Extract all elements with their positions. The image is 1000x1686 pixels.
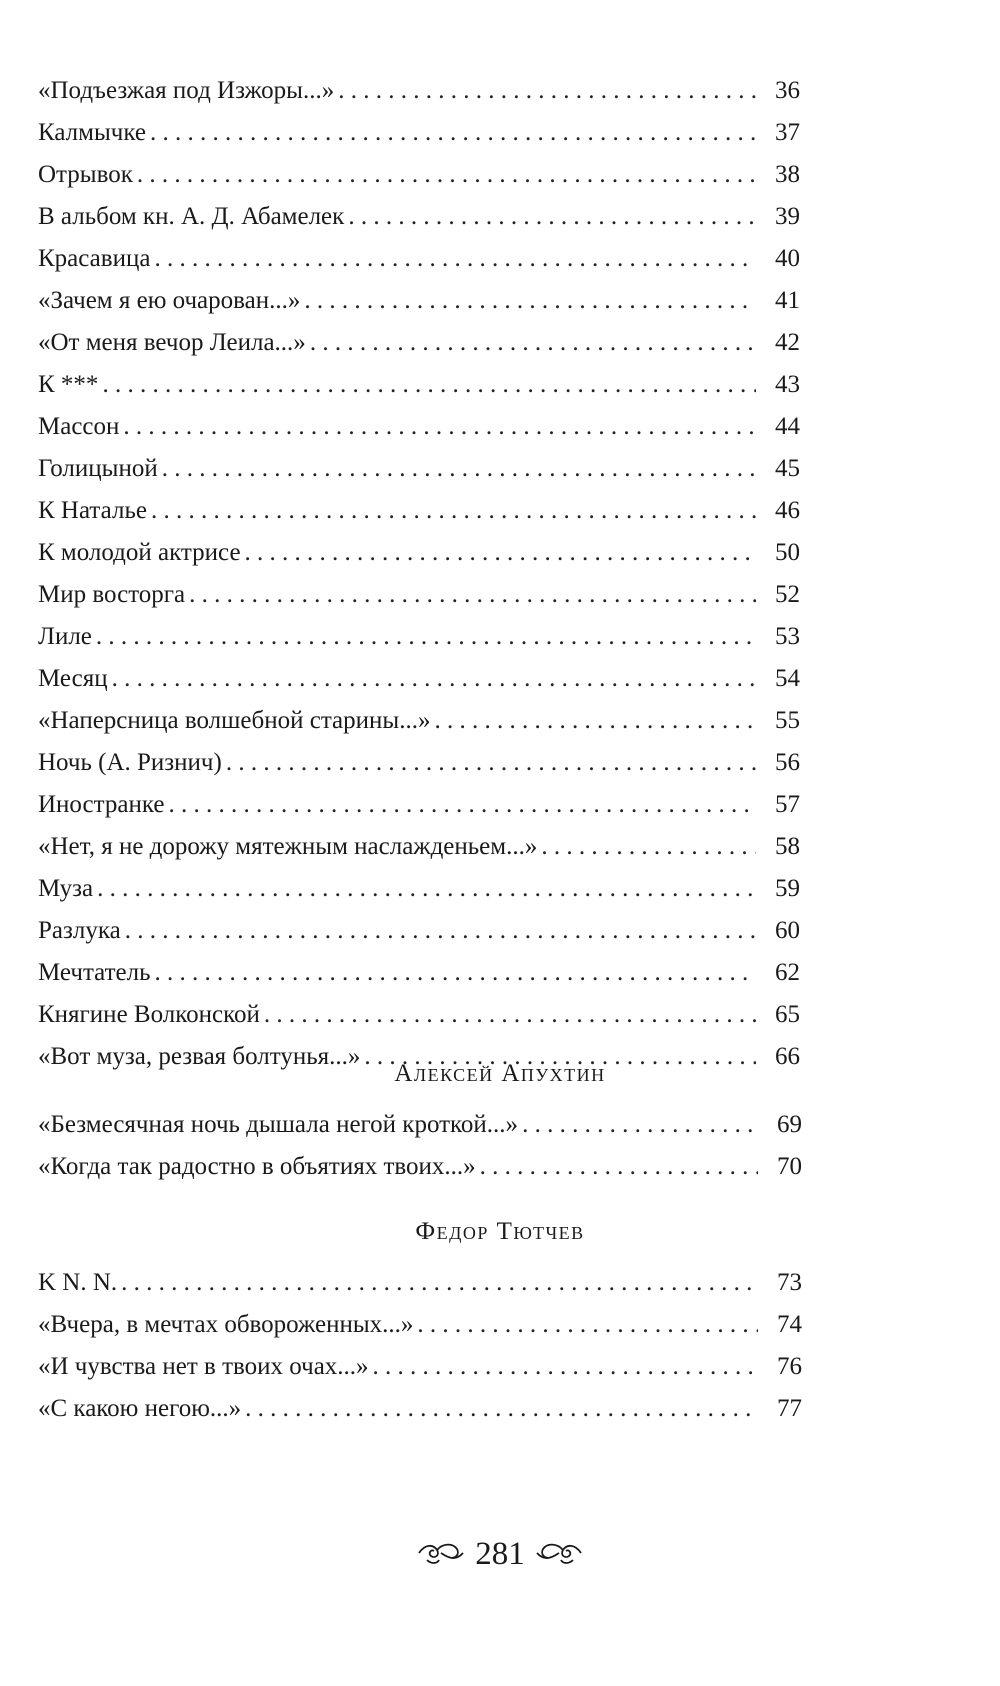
- ornament-right-icon: [535, 1538, 583, 1575]
- toc-entry: [38, 952, 800, 994]
- toc-leader-dots: [245, 532, 756, 574]
- toc-entry-title: «Зачем я ею очарован...»: [38, 287, 301, 314]
- toc-entry-page: 69: [777, 1111, 802, 1138]
- toc-entry: [38, 406, 800, 448]
- toc-leader-dots: [522, 1104, 758, 1146]
- toc-entry-page: 56: [775, 749, 800, 776]
- toc-entry: [38, 532, 800, 574]
- toc-entry-page: 38: [775, 161, 800, 188]
- toc-leader-dots: [112, 658, 756, 700]
- toc-entry-page: 66: [775, 1043, 800, 1070]
- toc-entry-title: Лиле: [38, 623, 92, 650]
- toc-leader-dots: [121, 1262, 758, 1304]
- toc-leader-dots: [137, 154, 756, 196]
- toc-entry: [38, 70, 800, 112]
- toc-entry-page: 57: [775, 791, 800, 818]
- toc-entry-title: Месяц: [38, 665, 108, 692]
- toc-entry-page: 59: [775, 875, 800, 902]
- toc-leader-dots: [154, 238, 756, 280]
- toc-leader-dots: [434, 700, 756, 742]
- toc-entry-page: 50: [775, 539, 800, 566]
- toc-entry: [38, 154, 800, 196]
- toc-entry-title: Разлука: [38, 917, 121, 944]
- toc-entry: [38, 1104, 802, 1146]
- toc-entry-title: «Когда так радостно в объятиях твоих...»: [38, 1153, 476, 1180]
- toc-entry: [38, 1146, 802, 1188]
- toc-entry-title: Мир восторга: [38, 581, 186, 608]
- ornament-left-icon: [417, 1538, 465, 1575]
- toc-entry-title: «Наперсница волшебной старины...»: [38, 707, 431, 734]
- toc-entry-title: «Вот муза, резвая болтунья...»: [38, 1043, 361, 1070]
- toc-leader-dots: [97, 868, 756, 910]
- toc-entry-title: Массон: [38, 413, 120, 440]
- toc-entry-page: 76: [777, 1353, 802, 1380]
- toc-entry-title: Ночь (А. Ризнич): [38, 749, 222, 776]
- toc-leader-dots: [417, 1304, 758, 1346]
- toc-leader-dots: [162, 448, 756, 490]
- toc-leader-dots: [373, 1346, 758, 1388]
- toc-entry-title: Муза: [38, 875, 94, 902]
- toc-entry: [38, 322, 800, 364]
- toc-entry-page: 37: [775, 119, 800, 146]
- toc-entry-page: 40: [775, 245, 800, 272]
- toc-entry-page: 70: [777, 1153, 802, 1180]
- toc-leader-dots: [264, 994, 756, 1036]
- author-heading-apukhtin: Алексей Апухтин: [394, 1060, 606, 1087]
- toc-entry-page: 46: [775, 497, 800, 524]
- toc-entry: [38, 1346, 802, 1388]
- toc-entry-page: 54: [775, 665, 800, 692]
- page-footer: [0, 1536, 1000, 1575]
- toc-section-tyutchev: [0, 1262, 1000, 1430]
- toc-entry-title: К молодой актрисе: [38, 539, 241, 566]
- toc-entry-page: 55: [775, 707, 800, 734]
- toc-entry: [38, 574, 800, 616]
- toc-entry: [38, 490, 800, 532]
- toc-entry: [38, 1304, 802, 1346]
- toc-entry-title: «И чувства нет в твоих очах...»: [38, 1353, 369, 1380]
- toc-leader-dots: [245, 1388, 758, 1430]
- toc-entry-page: 77: [777, 1395, 802, 1422]
- toc-leader-dots: [541, 826, 756, 868]
- toc-entry-page: 44: [775, 413, 800, 440]
- toc-entry-title: «Вчера, в мечтах обвороженных...»: [38, 1311, 414, 1338]
- toc-entry-title: «Нет, я не дорожу мятежным наслажденьем...»: [38, 833, 538, 860]
- toc-leader-dots: [226, 742, 756, 784]
- toc-entry: [38, 238, 800, 280]
- toc-leader-dots: [348, 196, 756, 238]
- toc-entry-title: «С какою негою...»: [38, 1395, 242, 1422]
- toc-entry-title: «От меня вечор Леила...»: [38, 329, 306, 356]
- toc-entry-title: К Наталье: [38, 497, 147, 524]
- toc-entry-page: 41: [775, 287, 800, 314]
- toc-entry-title: Красавица: [38, 245, 151, 272]
- toc-entry: [38, 616, 800, 658]
- toc-leader-dots: [310, 322, 756, 364]
- toc-leader-dots: [123, 406, 756, 448]
- toc-entry-page: 39: [775, 203, 800, 230]
- toc-entry: [38, 742, 800, 784]
- toc-entry: [38, 280, 800, 322]
- toc-leader-dots: [125, 910, 756, 952]
- toc-leader-dots: [338, 70, 756, 112]
- toc-entry-title: Иностранке: [38, 791, 165, 818]
- toc-leader-dots: [150, 112, 756, 154]
- toc-entry-title: Княгине Волконской: [38, 1001, 260, 1028]
- toc-leader-dots: [480, 1146, 758, 1188]
- toc-entry-title: Мечтатель: [38, 959, 151, 986]
- toc-entry: [38, 994, 800, 1036]
- toc-entry-title: К ***: [38, 371, 99, 398]
- toc-entry-page: 36: [775, 77, 800, 104]
- toc-entry: [38, 1262, 802, 1304]
- toc-entry-title: «Безмесячная ночь дышала негой кроткой...»: [38, 1111, 519, 1138]
- toc-section-pushkin: [0, 70, 1000, 1078]
- toc-entry-title: Отрывок: [38, 161, 133, 188]
- toc-leader-dots: [189, 574, 756, 616]
- toc-entry-title: «Подъезжая под Изжоры...»: [38, 77, 335, 104]
- page-number: 281: [475, 1536, 525, 1572]
- toc-entry-title: Калмычке: [38, 119, 146, 146]
- toc-leader-dots: [102, 364, 756, 406]
- toc-entry-page: 62: [775, 959, 800, 986]
- toc-entry-page: 74: [777, 1311, 802, 1338]
- toc-entry-title: Голицыной: [38, 455, 158, 482]
- toc-leader-dots: [168, 784, 756, 826]
- toc-entry: [38, 658, 800, 700]
- toc-entry-title: K N. N.: [38, 1269, 118, 1296]
- toc-entry-page: 58: [775, 833, 800, 860]
- toc-entry-page: 43: [775, 371, 800, 398]
- toc-entry: [38, 112, 800, 154]
- toc-entry: [38, 868, 800, 910]
- toc-entry: [38, 700, 800, 742]
- toc-entry: [38, 196, 800, 238]
- toc-leader-dots: [155, 952, 756, 994]
- toc-leader-dots: [151, 490, 756, 532]
- toc-entry-page: 53: [775, 623, 800, 650]
- toc-section-apukhtin: [0, 1104, 1000, 1188]
- toc-entry-title: В альбом кн. А. Д. Абамелек: [38, 203, 345, 230]
- author-heading-tyutchev: Федор Тютчев: [415, 1218, 585, 1245]
- toc-entry: [38, 1388, 802, 1430]
- toc-entry: [38, 910, 800, 952]
- toc-entry-page: 73: [777, 1269, 802, 1296]
- toc-leader-dots: [304, 280, 756, 322]
- toc-entry: [38, 784, 800, 826]
- toc-entry-page: 45: [775, 455, 800, 482]
- toc-entry-page: 60: [775, 917, 800, 944]
- toc-entry: [38, 364, 800, 406]
- toc-entry-page: 52: [775, 581, 800, 608]
- toc-leader-dots: [96, 616, 756, 658]
- toc-entry: [38, 448, 800, 490]
- toc-entry-page: 65: [775, 1001, 800, 1028]
- toc-entry: [38, 826, 800, 868]
- toc-entry-page: 42: [775, 329, 800, 356]
